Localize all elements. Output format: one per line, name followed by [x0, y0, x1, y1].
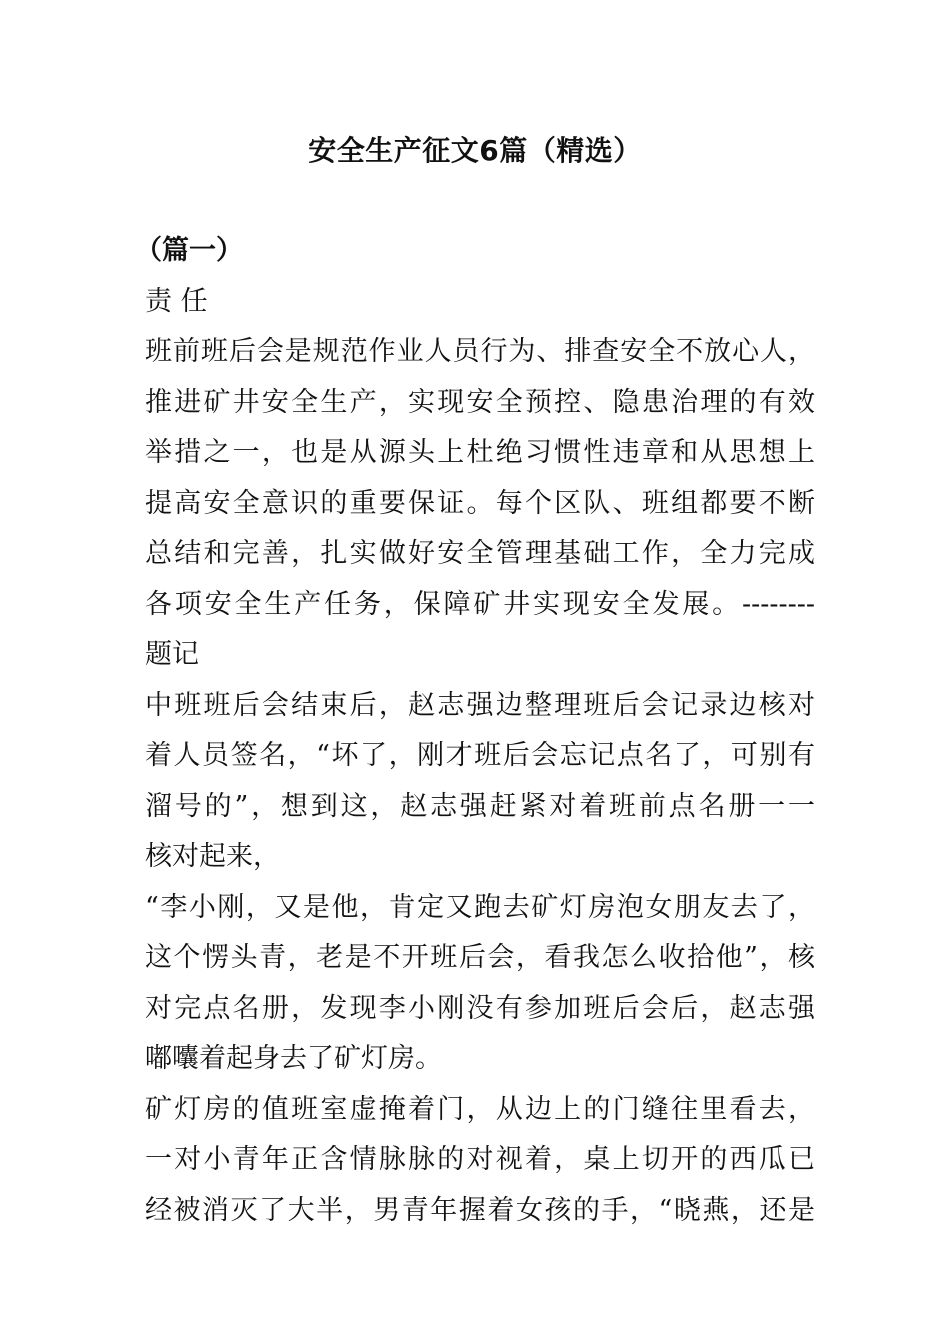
paragraph-line: “李小刚，又是他，肯定又跑去矿灯房泡女朋友去了，	[145, 891, 815, 923]
paragraph-line: 核对起来，	[145, 841, 280, 872]
paragraph-line: 班前班后会是规范作业人员行为、排查安全不放心人，	[145, 336, 815, 367]
document-title: 安全生产征文6篇（精选）	[308, 134, 642, 167]
paragraph-line: 嘟囔着起身去了矿灯房。	[145, 1043, 442, 1074]
paragraph-line: 对完点名册，发现李小刚没有参加班后会后，赵志强	[145, 992, 815, 1024]
paragraph-line: 中班班后会结束后，赵志强边整理班后会记录边核对	[145, 689, 815, 721]
paragraph-line: 提高安全意识的重要保证。每个区队、班组都要不断	[145, 487, 815, 519]
paragraph-line: 责 任	[145, 285, 208, 317]
paragraph-line: 溜号的”，想到这，赵志强赶紧对着班前点名册一一	[145, 790, 815, 822]
paragraph-line: 总结和完善，扎实做好安全管理基础工作，全力完成	[145, 538, 815, 569]
paragraph-line: 推进矿井安全生产，实现安全预控、隐患治理的有效	[145, 386, 815, 418]
paragraph-line: 举措之一，也是从源头上杜绝习惯性违章和从思想上	[145, 437, 815, 468]
paragraph-line: 题记	[145, 639, 199, 670]
paragraph-line: 一对小青年正含情脉脉的对视着，桌上切开的西瓜已	[145, 1144, 815, 1175]
document-body	[135, 226, 815, 1236]
paragraph-line: 着人员签名，“坏了，刚才班后会忘记点名了，可别有	[145, 740, 815, 771]
paragraph-line: 各项安全生产任务，保障矿井实现安全发展。--------	[145, 588, 815, 620]
paragraph-line: 这个愣头青，老是不开班后会，看我怎么收拾他”，核	[145, 942, 815, 973]
paragraph-line: 矿灯房的值班室虚掩着门，从边上的门缝往里看去，	[145, 1093, 815, 1125]
paragraph-line: 经被消灭了大半，男青年握着女孩的手，“晓燕，还是	[145, 1194, 815, 1226]
section-heading: （篇一）	[135, 235, 243, 266]
